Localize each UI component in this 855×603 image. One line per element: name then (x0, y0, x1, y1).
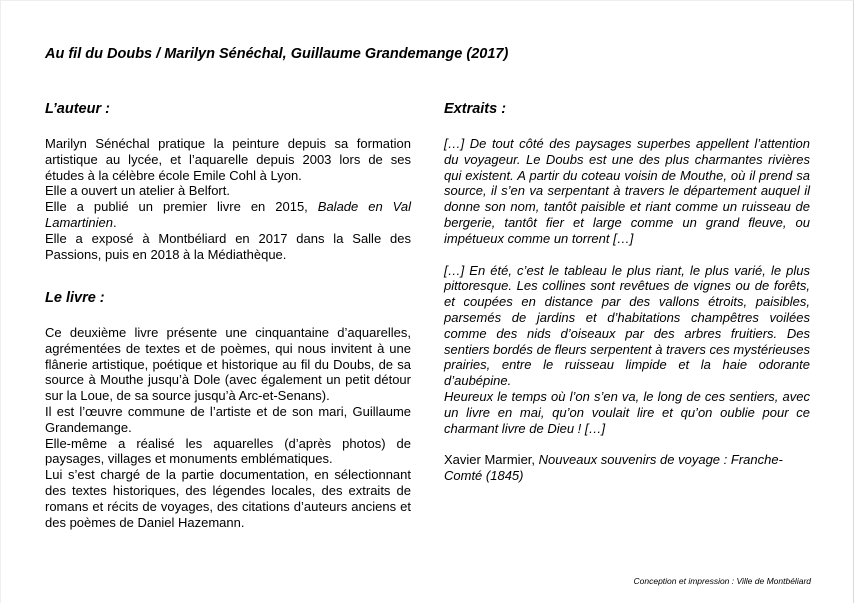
extract-source (444, 452, 810, 484)
author-paragraph-1: Marilyn Sénéchal pratique la peinture depuis sa formation artistique au lycée, et l’aquarelle depuis 2003 lors de ses études à la célèbre école Emile Cohl à Lyon. (45, 136, 411, 183)
book-heading: Le livre : (45, 290, 105, 306)
author-text (45, 136, 411, 262)
book-paragraph-1: Ce deuxième livre présente une cinquantaine d’aquarelles, agrémentées de textes et de poèmes, qui nous invitent à une flânerie artistique, poétique et historique au fil du Doubs, de sa source à Mouthe jusqu’à Dole (avec également un petit détour sur la Loue, de sa source jusqu’à Arc-et-Senans). (45, 325, 411, 404)
author-paragraph-3 (45, 199, 411, 231)
page-title: Au fil du Doubs / Marilyn Sénéchal, Guillaume Grandemange (2017) (45, 46, 509, 62)
extracts-text (444, 136, 810, 484)
extract-paragraph-3: Heureux le temps où l’on s’en va, le long de ces sentiers, avec un livre en mai, qu’on voulait lire et qu’on oublie pour ce charmant livre de Dieu ! […] (444, 388, 810, 436)
book-paragraph-3: Elle-même a réalisé les aquarelles (d’après photos) de paysages, villages et monuments emblématiques. (45, 435, 411, 467)
paragraph-gap (444, 436, 810, 452)
book-paragraph-2: Il est l’œuvre commune de l’artiste et de son mari, Guillaume Grandemange. (45, 403, 411, 435)
author-p3-end: . (112, 214, 117, 230)
paragraph-gap (444, 247, 810, 263)
source-author: Xavier Marmier, (444, 452, 539, 468)
author-paragraph-2: Elle a ouvert un atelier à Belfort. (45, 183, 230, 199)
author-p3-start: Elle a publié un premier livre en 2015, (45, 199, 318, 215)
credit-line: Conception et impression : Ville de Montbéliard (633, 576, 811, 586)
author-first-book-title: Balade en Val Lamartinien (45, 199, 411, 230)
extract-paragraph-2: […] En été, c’est le tableau le plus riant, le plus varié, le plus pittoresque. Les collines sont revêtues de vignes ou de forêts, et coupées en distance par des vallons étroits, paisibles, parsemés de jardins et d’habitations champêtres voilées comme des nids d’oiseaux par des arbres fruitiers. Des sentiers bordés de fleurs serpentent à travers ces mystérieuses prairies, entre le ruisseau limpide et la haie odorante d’aubépine. (444, 262, 810, 389)
source-title: Nouveaux souvenirs de voyage : Franche-Comté (1845) (444, 452, 783, 484)
author-heading: L’auteur : (45, 101, 110, 117)
extract-paragraph-1: […] De tout côté des paysages superbes appellent l’attention du voyageur. Le Doubs est une des plus charmantes rivières qui existent. A partir du coteau voisin de Mouthe, où il prend sa source, il s’en va serpentant à travers le département auquel il donne son nom, tantôt paisible et riant comme un ruisseau de bergerie, tantôt fier et large comme un grand fleuve, ou impétueux comme un torrent […] (444, 136, 810, 246)
author-paragraph-4: Elle a exposé à Montbéliard en 2017 dans la Salle des Passions, puis en 2018 à la Médiathèque. (45, 230, 411, 262)
extracts-heading: Extraits : (444, 101, 507, 117)
book-paragraph-4: Lui s’est chargé de la partie documentation, en sélectionnant des textes historiques, des légendes locales, des extraits de romans et récits de voyages, des citations d’auteurs anciens et des poèmes de Daniel Hazemann. (45, 467, 411, 530)
book-text (45, 325, 411, 530)
